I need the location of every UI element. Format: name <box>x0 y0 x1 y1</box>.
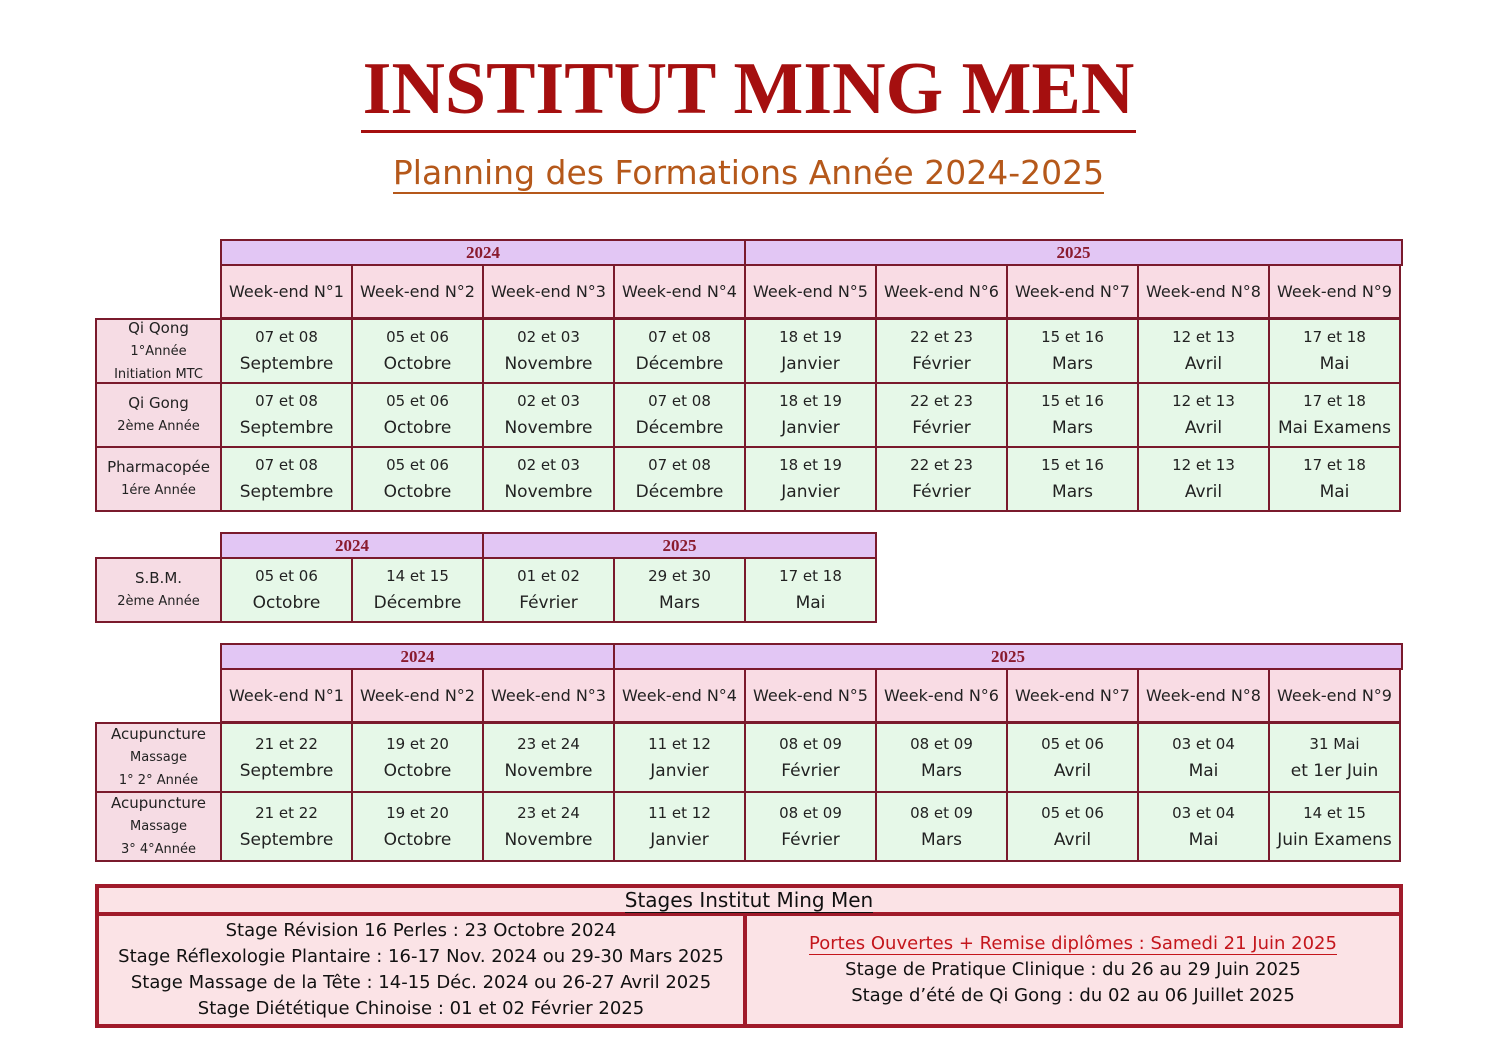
schedule-cell <box>1268 722 1401 793</box>
schedule-cell <box>875 382 1008 448</box>
cell-month: Mars <box>921 829 962 850</box>
cell-dates: 14 et 15 <box>386 567 449 585</box>
cell-dates: 17 et 18 <box>1303 456 1366 474</box>
cell-month: Mars <box>1052 418 1093 438</box>
schedule-cell <box>744 722 877 793</box>
schedule-cell <box>1137 446 1270 512</box>
weekend-header: Week-end N°7 <box>1006 264 1139 319</box>
cell-dates: 19 et 20 <box>386 803 449 822</box>
row-label-line: S.B.M. <box>134 569 183 587</box>
schedule-cell <box>875 446 1008 512</box>
schedule-cell <box>1006 382 1139 448</box>
cell-month: Octobre <box>252 593 321 613</box>
cell-month: Mars <box>1052 354 1093 374</box>
cell-dates: 08 et 09 <box>779 734 842 753</box>
cell-dates: 12 et 13 <box>1172 456 1235 474</box>
schedule-cell <box>1006 722 1139 793</box>
stage-line: Stage Diététique Chinoise : 01 et 02 Février 2025 <box>197 998 645 1019</box>
weekend-header: Week-end N°3 <box>482 264 615 319</box>
cell-month: Octobre <box>383 354 452 374</box>
row-label-line: Massage <box>130 819 187 834</box>
schedule-cell <box>1137 791 1270 862</box>
weekend-header: Week-end N°9 <box>1268 668 1401 723</box>
cell-dates: 18 et 19 <box>779 392 842 410</box>
cell-month: Avril <box>1184 354 1223 374</box>
cell-dates: 01 et 02 <box>517 567 580 585</box>
schedule-cell <box>1268 382 1401 448</box>
schedule-cell <box>744 382 877 448</box>
row-label-line: 1°Année <box>130 343 187 359</box>
schedule-cell <box>351 446 484 512</box>
schedule-cell <box>220 722 353 793</box>
schedule-cell <box>1006 446 1139 512</box>
schedule-cell <box>482 318 615 384</box>
row-label <box>95 791 222 862</box>
stage-line: Stage de Pratique Clinique : du 26 au 29 Juin 2025 <box>845 959 1301 980</box>
weekend-header: Week-end N°2 <box>351 264 484 319</box>
cell-dates: 21 et 22 <box>255 734 318 753</box>
cell-month: Février <box>781 760 840 781</box>
year-header: 2024 <box>220 643 615 670</box>
row-label <box>95 446 222 512</box>
stage-line: Stage Réflexologie Plantaire : 16-17 Nov. 2024 ou 29-30 Mars 2025 <box>118 946 724 967</box>
cell-dates: 07 et 08 <box>255 328 318 346</box>
schedule-cell <box>351 318 484 384</box>
cell-dates: 17 et 18 <box>1303 392 1366 410</box>
cell-dates: 07 et 08 <box>648 392 711 410</box>
cell-month: Novembre <box>504 760 593 781</box>
cell-month: Octobre <box>383 418 452 438</box>
schedule-cell <box>744 557 877 623</box>
weekend-header: Week-end N°1 <box>220 668 353 723</box>
cell-month: Janvier <box>781 482 840 502</box>
schedule-cell <box>220 557 353 623</box>
schedule-cell <box>1006 318 1139 384</box>
schedule-cell <box>220 791 353 862</box>
cell-dates: 12 et 13 <box>1172 328 1235 346</box>
year-header: 2025 <box>613 643 1403 670</box>
cell-month: Juin Examens <box>1277 829 1392 850</box>
cell-dates: 29 et 30 <box>648 567 711 585</box>
cell-month: Janvier <box>650 760 709 781</box>
cell-month: Mai <box>795 593 826 613</box>
cell-month: Janvier <box>781 354 840 374</box>
schedule-cell <box>613 382 746 448</box>
cell-dates: 22 et 23 <box>910 456 973 474</box>
cell-dates: 18 et 19 <box>779 456 842 474</box>
schedule-cell <box>744 791 877 862</box>
cell-dates: 02 et 03 <box>517 456 580 474</box>
open-day-line: Portes Ouvertes + Remise diplômes : Samedi 21 Juin 2025 <box>809 933 1337 954</box>
cell-month: Février <box>781 829 840 850</box>
page-title: INSTITUT MING MEN <box>0 46 1497 132</box>
row-label-line: 1ére Année <box>121 483 196 498</box>
year-header: 2024 <box>220 239 746 266</box>
schedule-cell <box>220 318 353 384</box>
cell-month: Mars <box>659 593 700 613</box>
cell-dates: 05 et 06 <box>1041 803 1104 822</box>
cell-month: Novembre <box>504 418 593 438</box>
weekend-header: Week-end N°7 <box>1006 668 1139 723</box>
cell-month: Avril <box>1184 418 1223 438</box>
cell-month: Octobre <box>383 760 452 781</box>
cell-dates: 22 et 23 <box>910 328 973 346</box>
row-label <box>95 557 222 623</box>
row-label-line: Acupuncture <box>111 794 206 812</box>
weekend-header: Week-end N°6 <box>875 264 1008 319</box>
schedule-cell <box>220 382 353 448</box>
cell-month: Décembre <box>373 593 462 613</box>
schedule-cell <box>1268 446 1401 512</box>
schedule-cell <box>1006 791 1139 862</box>
row-label <box>95 722 222 793</box>
cell-dates: 11 et 12 <box>648 734 711 753</box>
weekend-header: Week-end N°1 <box>220 264 353 319</box>
cell-month: Novembre <box>504 829 593 850</box>
cell-dates: 05 et 06 <box>386 392 449 410</box>
schedule-cell <box>220 446 353 512</box>
row-label-line: Pharmacopée <box>107 458 210 476</box>
row-label-line: Initiation MTC <box>114 366 203 382</box>
year-header: 2024 <box>220 532 484 559</box>
cell-dates: 02 et 03 <box>517 328 580 346</box>
schedule-cell <box>875 791 1008 862</box>
schedule-cell <box>482 557 615 623</box>
schedule-cell <box>613 557 746 623</box>
cell-dates: 05 et 06 <box>1041 734 1104 753</box>
cell-dates: 03 et 04 <box>1172 734 1235 753</box>
schedule-cell <box>613 446 746 512</box>
schedule-cell <box>1137 382 1270 448</box>
cell-dates: 18 et 19 <box>779 328 842 346</box>
schedule-cell <box>482 382 615 448</box>
cell-dates: 08 et 09 <box>779 803 842 822</box>
stages-title: Stages Institut Ming Men <box>97 886 1401 914</box>
cell-dates: 23 et 24 <box>517 734 580 753</box>
cell-dates: 14 et 15 <box>1303 803 1366 822</box>
cell-dates: 05 et 06 <box>386 328 449 346</box>
cell-month: Mai Examens <box>1277 418 1392 438</box>
schedule-cell <box>1268 791 1401 862</box>
stage-line: Stage Massage de la Tête : 14-15 Déc. 2024 ou 26-27 Avril 2025 <box>130 972 712 993</box>
schedule-cell <box>351 791 484 862</box>
schedule-cell <box>744 318 877 384</box>
cell-dates: 07 et 08 <box>648 456 711 474</box>
cell-month: Mai <box>1188 829 1219 850</box>
row-label-line: Qi Gong <box>128 394 189 412</box>
cell-dates: 08 et 09 <box>910 734 973 753</box>
row-label-line: 2ème Année <box>117 594 200 609</box>
schedule-cell <box>613 318 746 384</box>
page-subtitle: Planning des Formations Année 2024-2025 <box>392 153 1105 192</box>
stage-line: Stage d’été de Qi Gong : du 02 au 06 Juillet 2025 <box>851 985 1295 1006</box>
row-label-line: Acupuncture <box>111 725 206 743</box>
cell-month: Octobre <box>383 482 452 502</box>
weekend-header: Week-end N°4 <box>613 668 746 723</box>
cell-dates: 02 et 03 <box>517 392 580 410</box>
cell-month: Septembre <box>239 760 334 781</box>
cell-dates: 08 et 09 <box>910 803 973 822</box>
schedule-cell <box>482 446 615 512</box>
cell-dates: 15 et 16 <box>1041 328 1104 346</box>
row-label-line: 2ème Année <box>117 419 200 434</box>
weekend-header: Week-end N°9 <box>1268 264 1401 319</box>
cell-month: Février <box>912 482 971 502</box>
cell-month: Avril <box>1184 482 1223 502</box>
weekend-header: Week-end N°3 <box>482 668 615 723</box>
year-header: 2025 <box>744 239 1403 266</box>
cell-month: Mars <box>921 760 962 781</box>
cell-month: Septembre <box>239 354 334 374</box>
cell-dates: 03 et 04 <box>1172 803 1235 822</box>
cell-dates: 05 et 06 <box>386 456 449 474</box>
weekend-header: Week-end N°5 <box>744 264 877 319</box>
weekend-header: Week-end N°2 <box>351 668 484 723</box>
row-label <box>95 382 222 448</box>
cell-dates: 12 et 13 <box>1172 392 1235 410</box>
row-label-line: Massage <box>130 750 187 765</box>
schedule-cell <box>351 557 484 623</box>
schedule-cell <box>482 722 615 793</box>
cell-month: Février <box>912 354 971 374</box>
cell-dates: 05 et 06 <box>255 567 318 585</box>
weekend-header: Week-end N°6 <box>875 668 1008 723</box>
cell-month: Mai <box>1319 354 1350 374</box>
schedule-cell <box>613 722 746 793</box>
cell-month: Septembre <box>239 482 334 502</box>
cell-dates: 22 et 23 <box>910 392 973 410</box>
cell-dates: 07 et 08 <box>648 328 711 346</box>
cell-month: Octobre <box>383 829 452 850</box>
cell-month: Septembre <box>239 829 334 850</box>
stages-left-panel <box>97 914 745 1026</box>
weekend-header: Week-end N°8 <box>1137 264 1270 319</box>
cell-dates: 15 et 16 <box>1041 456 1104 474</box>
weekend-header: Week-end N°5 <box>744 668 877 723</box>
cell-dates: 17 et 18 <box>779 567 842 585</box>
cell-dates: 31 Mai <box>1309 734 1360 753</box>
schedule-cell <box>351 382 484 448</box>
cell-dates: 19 et 20 <box>386 734 449 753</box>
row-label-line: 1° 2° Année <box>118 773 199 788</box>
cell-month: Février <box>519 593 578 613</box>
stages-right-panel <box>745 914 1401 1026</box>
row-label-line: Qi Qong <box>128 318 189 337</box>
schedule-cell <box>744 446 877 512</box>
cell-dates: 11 et 12 <box>648 803 711 822</box>
cell-month: et 1er Juin <box>1290 760 1379 781</box>
schedule-cell <box>613 791 746 862</box>
cell-dates: 17 et 18 <box>1303 328 1366 346</box>
cell-dates: 21 et 22 <box>255 803 318 822</box>
cell-month: Mai <box>1319 482 1350 502</box>
cell-month: Septembre <box>239 418 334 438</box>
year-header: 2025 <box>482 532 877 559</box>
cell-month: Novembre <box>504 482 593 502</box>
cell-month: Novembre <box>504 354 593 374</box>
cell-dates: 07 et 08 <box>255 392 318 410</box>
cell-month: Février <box>912 418 971 438</box>
weekend-header: Week-end N°8 <box>1137 668 1270 723</box>
schedule-cell <box>482 791 615 862</box>
cell-month: Avril <box>1053 829 1092 850</box>
cell-month: Décembre <box>635 418 724 438</box>
cell-month: Décembre <box>635 354 724 374</box>
schedule-cell <box>875 318 1008 384</box>
cell-month: Janvier <box>781 418 840 438</box>
cell-month: Mai <box>1188 760 1219 781</box>
schedule-cell <box>1137 318 1270 384</box>
cell-month: Avril <box>1053 760 1092 781</box>
cell-dates: 15 et 16 <box>1041 392 1104 410</box>
weekend-header: Week-end N°4 <box>613 264 746 319</box>
cell-month: Janvier <box>650 829 709 850</box>
cell-dates: 07 et 08 <box>255 456 318 474</box>
row-label-line: 3° 4°Année <box>120 842 197 857</box>
schedule-cell <box>351 722 484 793</box>
schedule-cell <box>1137 722 1270 793</box>
cell-month: Décembre <box>635 482 724 502</box>
cell-month: Mars <box>1052 482 1093 502</box>
stage-line: Stage Révision 16 Perles : 23 Octobre 2024 <box>225 920 617 941</box>
row-label <box>95 318 222 384</box>
cell-dates: 23 et 24 <box>517 803 580 822</box>
schedule-cell <box>1268 318 1401 384</box>
schedule-cell <box>875 722 1008 793</box>
